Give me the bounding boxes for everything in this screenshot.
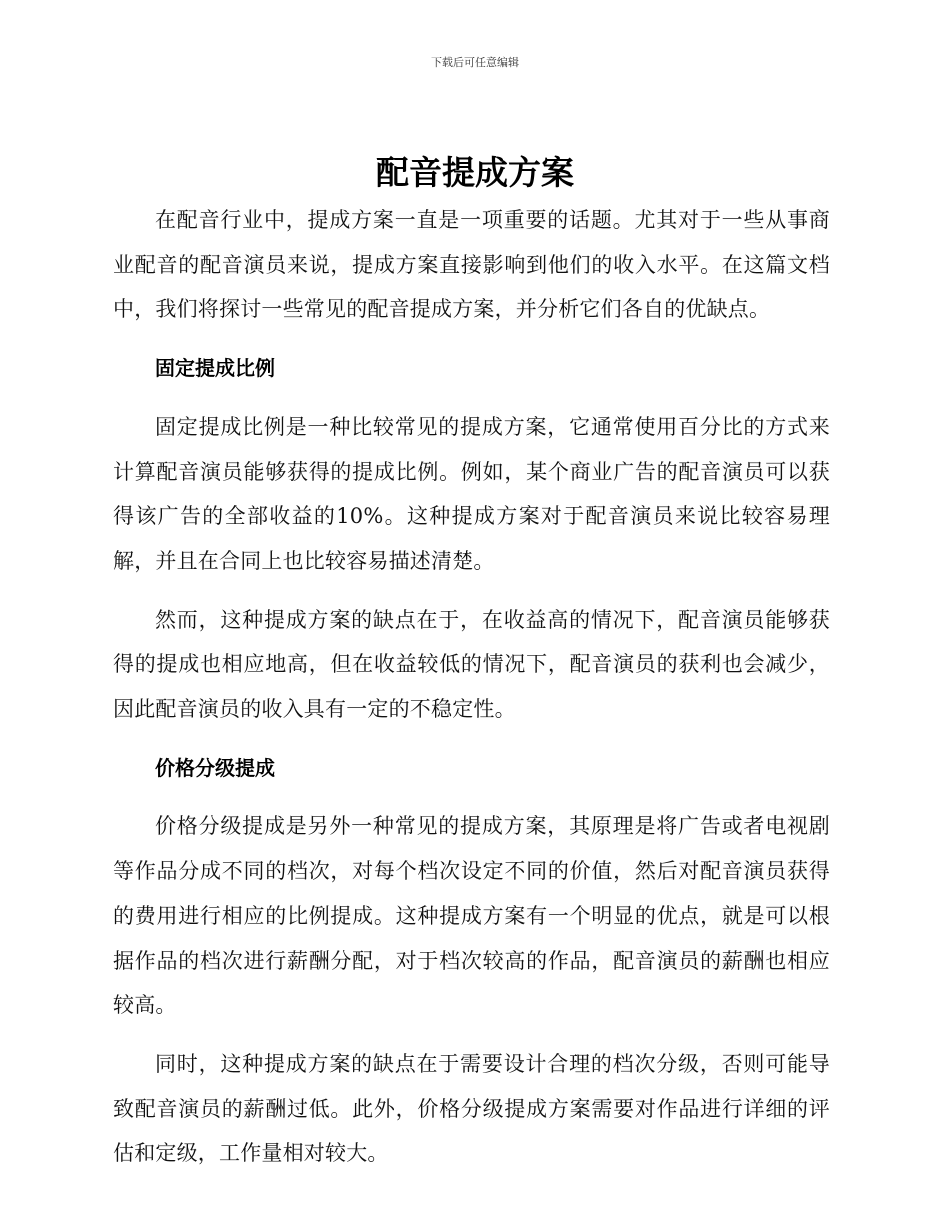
intro-paragraph: 在配音行业中，提成方案一直是一项重要的话题。尤其对于一些从事商业配音的配音演员来说，提成方案直接影响到他们的收入水平。在这篇文档中，我们将探讨一些常见的配音提成方案，并分析它们各自的优缺点。 bbox=[113, 208, 830, 322]
section-heading: 价格分级提成 bbox=[155, 755, 275, 780]
document-title: 配音提成方案 bbox=[376, 153, 574, 192]
section-tiered-pricing bbox=[113, 746, 830, 1176]
body-paragraph: 固定提成比例是一种比较常见的提成方案，它通常使用百分比的方式来计算配音演员能够获得的提成比例。例如，某个商业广告的配音演员可以获得该广告的全部收益的10%。这种提成方案对于配音演员来说比较容易理解，并且在合同上也比较容易描述清楚。 bbox=[113, 414, 830, 573]
page-header: 下载后可任意编辑 bbox=[431, 56, 519, 69]
section-fixed-ratio bbox=[113, 346, 830, 732]
body-paragraph: 然而，这种提成方案的缺点在于，在收益高的情况下，配音演员能够获得的提成也相应地高，但在收益较低的情况下，配音演员的获利也会减少，因此配音演员的收入具有一定的不稳定性。 bbox=[113, 607, 830, 722]
body-paragraph: 价格分级提成是另外一种常见的提成方案，其原理是将广告或者电视剧等作品分成不同的档次，对每个档次设定不同的价值，然后对配音演员获得的费用进行相应的比例提成。这种提成方案有一个明显的优点，就是可以根据作品的档次进行薪酬分配，对于档次较高的作品，配音演员的薪酬也相应较高。 bbox=[113, 814, 830, 1018]
body-paragraph: 同时，这种提成方案的缺点在于需要设计合理的档次分级，否则可能导致配音演员的薪酬过低。此外，价格分级提成方案需要对作品进行详细的评估和定级，工作量相对较大。 bbox=[113, 1051, 830, 1166]
section-heading: 固定提成比例 bbox=[155, 356, 275, 381]
document-body bbox=[113, 198, 830, 1190]
